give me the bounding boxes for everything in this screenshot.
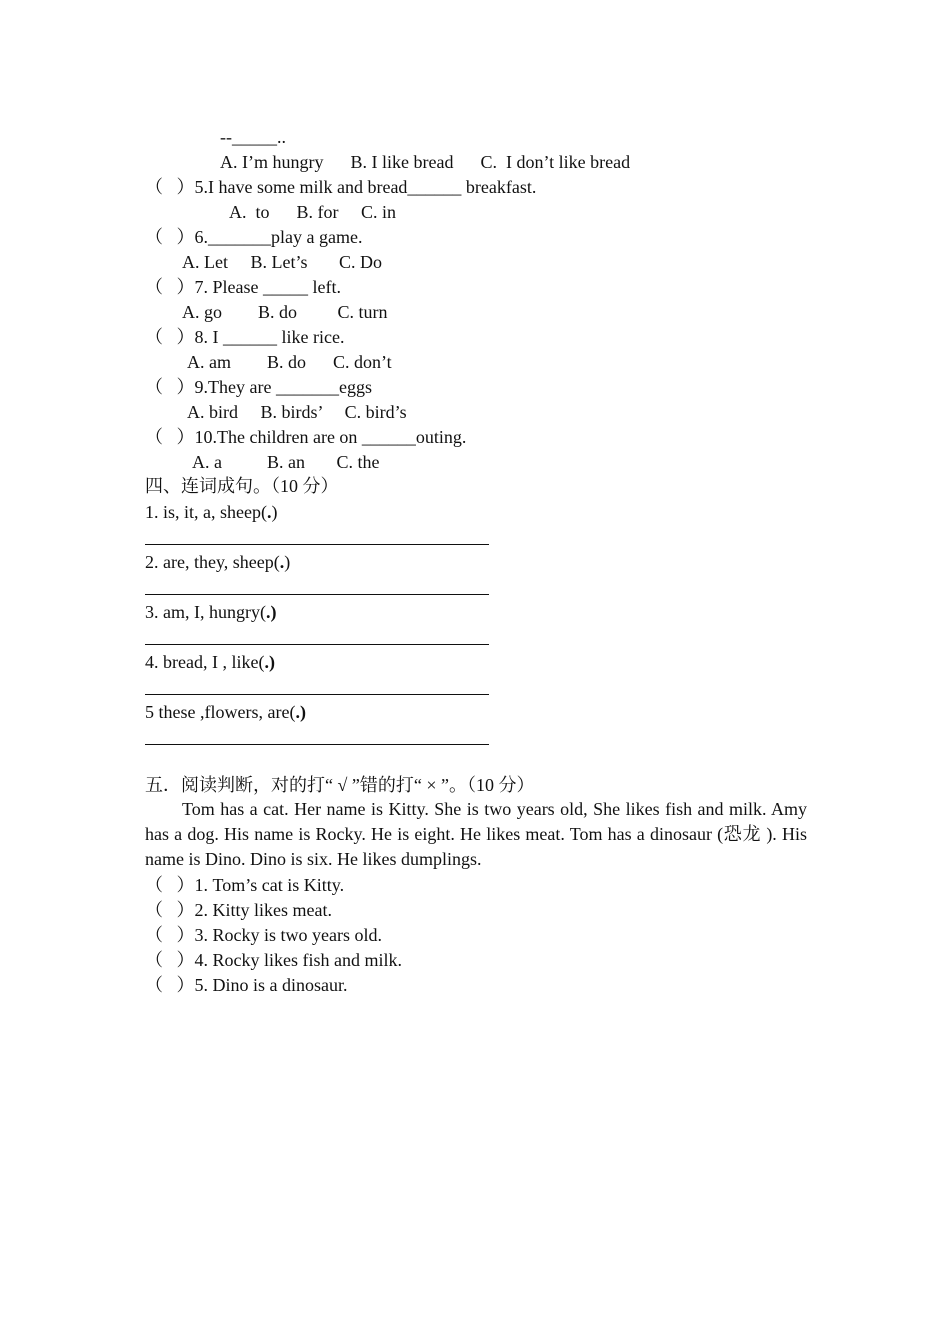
judgement-item-3: （ ）3. Rocky is two years old. <box>145 925 382 945</box>
answer-line-2[interactable] <box>145 594 489 595</box>
item-text: 5 these ,flowers, are( <box>145 702 296 722</box>
q6-stem: （ ）6._______play a game. <box>145 227 363 247</box>
q7-stem: （ ）7. Please _____ left. <box>145 277 341 297</box>
item-close: ) <box>268 652 275 672</box>
section4-item-2 <box>145 551 290 573</box>
reading-passage: Tom has a cat. Her name is Kitty. She is two years old, She likes fish and milk. Amy has a dog. His name is Rocky. He is eight. He likes meat. Tom has a dinosaur (恐龙 ). His name is Dino. Dino is six. He likes dumplings. <box>145 799 807 869</box>
section4-item-1 <box>145 501 277 523</box>
item-punct: . <box>295 702 300 722</box>
q10-stem: （ ）10.The children are on ______outing. <box>145 427 467 447</box>
q4-answer-dash: --_____.. <box>220 127 286 147</box>
judgement-item-2: （ ）2. Kitty likes meat. <box>145 900 332 920</box>
q5-stem: （ ）5.I have some milk and bread______ breakfast. <box>145 177 537 197</box>
item-punct: . <box>264 652 269 672</box>
q9-options: A. bird B. birds’ C. bird’s <box>187 402 407 422</box>
item-text: 2. are, they, sheep( <box>145 552 280 572</box>
q9-stem: （ ）9.They are _______eggs <box>145 377 372 397</box>
section4-item-4 <box>145 651 275 673</box>
answer-line-3[interactable] <box>145 644 489 645</box>
answer-line-5[interactable] <box>145 744 489 745</box>
item-punct: . <box>266 502 272 522</box>
item-text: 3. am, I, hungry( <box>145 602 266 622</box>
q8-stem: （ ）8. I ______ like rice. <box>145 327 345 347</box>
section4-item-3 <box>145 601 276 623</box>
answer-line-1[interactable] <box>145 544 489 545</box>
q6-options: A. Let B. Let’s C. Do <box>182 252 382 272</box>
item-close: ) <box>270 602 277 622</box>
item-punct: . <box>265 602 271 622</box>
section4-item-5 <box>145 701 306 723</box>
answer-line-4[interactable] <box>145 694 489 695</box>
item-close: ) <box>271 502 278 522</box>
section5-heading: 五．阅读判断，对的打“ √ ”错的打“ × ”。（10 分） <box>145 775 535 795</box>
item-text: 4. bread, I , like( <box>145 652 265 672</box>
q5-options: A. to B. for C. in <box>229 202 397 222</box>
q8-options: A. am B. do C. don’t <box>187 352 392 372</box>
item-punct: . <box>279 552 285 572</box>
item-close: ) <box>299 702 306 722</box>
section4-heading: 四、连词成句。（10 分） <box>145 476 339 496</box>
item-text: 1. is, it, a, sheep( <box>145 502 267 522</box>
q4-options: A. I’m hungry B. I like bread C. I don’t like bread <box>220 152 631 172</box>
judgement-item-1: （ ）1. Tom’s cat is Kitty. <box>145 875 345 895</box>
q7-options: A. go B. do C. turn <box>182 302 388 322</box>
q10-options: A. a B. an C. the <box>192 452 380 472</box>
item-close: ) <box>284 552 291 572</box>
judgement-item-4: （ ）4. Rocky likes fish and milk. <box>145 950 402 970</box>
judgement-item-5: （ ）5. Dino is a dinosaur. <box>145 975 348 995</box>
